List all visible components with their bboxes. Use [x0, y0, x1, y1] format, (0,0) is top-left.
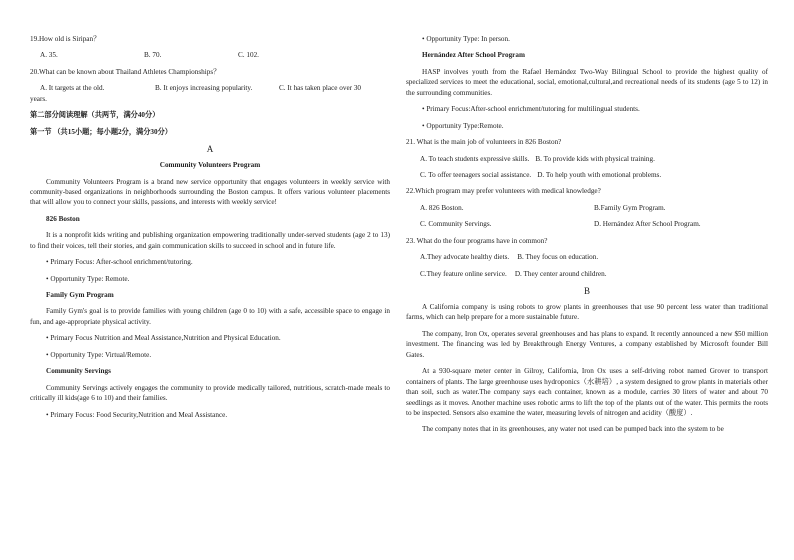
q20-option-b: B. It enjoys increasing popularity.	[155, 84, 253, 93]
q19-option-a: A. 35.	[40, 51, 58, 60]
q20-stem: 20.What can be known about Thailand Athletes Championships？	[30, 67, 221, 76]
q23-option-a: A.They advocate healthy diets.	[420, 253, 510, 262]
q23-options-row2	[406, 269, 768, 279]
q23-stem: 23. What do the four programs have in common?	[406, 236, 548, 245]
passage-a-intro: Community Volunteers Program is a brand new service opportunity that engages volunteers in weekly service with community-based organizations in neighborhoods surrounding the Boston campus. It offers various volunteer placements that will allow you to connect your skills, passions, and interests with weekly service!	[30, 177, 390, 207]
q22-option-d: D. Hernández After School Program.	[594, 220, 701, 229]
org4-name: Hernández After School Program	[422, 51, 525, 60]
q21-option-c: C. To offer teenagers social assistance.	[420, 170, 532, 179]
part2-title: 第二部分阅读理解（共两节，满分40分）	[30, 111, 160, 120]
q19-options	[30, 50, 390, 60]
q21-stem: 21. What is the main job of volunteers in 826 Boston?	[406, 138, 562, 147]
org3-type: • Opportunity Type: In person.	[422, 35, 510, 43]
q22-options-row1	[406, 203, 768, 213]
passage-b-letter: B	[583, 286, 590, 296]
q22-option-a: A. 826 Boston.	[420, 203, 464, 212]
org4-type: • Opportunity Type:Remote.	[422, 121, 504, 130]
passage-b-para3: At a 930-square meter center in Gilroy, California, Iron Ox uses a self-driving robot named Grover to transport containers of plants. The large greenhouse uses hydroponics（水耕培）, a system designed to grow plants in materials other than soil, such as water.The company says each container, known as a module, carries 30 liters of water and about 70 seedlings as it moves. Another machine uses robotic arms to lift the top of the plants out of the water. This permits the roots to be inspected. Sensors also examine the water, measuring levels of nitrogen and acidity（酸度）.	[406, 367, 768, 417]
org4-desc: HASP involves youth from the Rafael Hernández Two-Way Bilingual School to provide the highest quality of specialized services to meet the educational, social, emotional,cultural,and recreational needs of its students (age 5 to 12) in the surrounding communities.	[406, 67, 768, 97]
org2-name: Family Gym Program	[46, 291, 114, 300]
q21-option-b: B. To provide kids with physical training.	[535, 154, 655, 163]
org3-focus: • Primary Focus: Food Security,Nutrition and Meal Assistance.	[46, 410, 228, 419]
org2-desc: Family Gym's goal is to provide families with young children (age 0 to 10) with a safe, accessible space to engage in fun, and age-appropriate physical activity.	[30, 307, 390, 326]
left-column	[30, 34, 390, 426]
org3-desc: Community Servings actively engages the community to provide medically tailored, nutritious, scratch-made meals to critically ill kids(age 6 to 10) and their families.	[30, 383, 390, 403]
q20-option-c: C. It has taken place over 30	[279, 84, 362, 93]
q23-options-row1	[406, 252, 768, 262]
org3-name: Community Servings	[46, 367, 111, 376]
org1-focus: • Primary Focus: After-school enrichment/tutoring.	[46, 258, 193, 267]
q19-option-b: B. 70.	[144, 51, 162, 60]
org1-type: • Opportunity Type: Remote.	[46, 274, 130, 283]
org1-desc: It is a nonprofit kids writing and publishing organization empowering traditionally under-served students (age 2 to 13) to find their voices, tell their stories, and gain communication skills to succeed in school and in future life.	[30, 231, 390, 250]
org1-name: 826 Boston	[46, 214, 80, 223]
q22-option-b: B.Family Gym Program.	[594, 203, 666, 212]
org2-focus: • Primary Focus Nutrition and Meal Assistance,Nutrition and Physical Education.	[46, 334, 281, 343]
q22-stem: 22.Which program may prefer volunteers with medical knowledge?	[406, 187, 601, 196]
q20-option-a: A. It targets at the old.	[40, 84, 105, 93]
org4-focus: • Primary Focus:After-school enrichment/tutoring for multilingual students.	[422, 105, 640, 114]
q19-stem: 19.How old is Siripan？	[30, 35, 101, 43]
q23-option-d: D. They center around children.	[514, 269, 607, 278]
q22-option-c: C. Community Servings.	[420, 220, 492, 229]
q22-options-row2	[406, 219, 768, 229]
q21-options-row1	[406, 154, 768, 164]
passage-b-para2: The company, Iron Ox, operates several greenhouses and has plans to expand. It recently announced a new $50 million investment. The financing was led by Breakthrough Energy Ventures, a company established by Microsoft founder Bill Gates.	[406, 329, 768, 359]
q21-options-row2	[406, 170, 768, 180]
passage-a-title: Community Volunteers Program	[159, 161, 261, 170]
q23-option-b: B. They focus on education.	[517, 253, 599, 262]
org2-type: • Opportunity Type: Virtual/Remote.	[46, 350, 152, 359]
section1-title: 第一节 （共15小题；每小题2分，满分30分）	[30, 127, 172, 136]
right-column	[406, 34, 768, 441]
passage-a-letter: A	[206, 144, 214, 155]
q19-option-c: C. 102.	[238, 51, 259, 60]
q21-option-a: A. To teach students expressive skills.	[420, 154, 530, 163]
q20-continuation: years.	[30, 94, 47, 103]
q20-options	[30, 83, 390, 93]
q23-option-c: C.They feature online service.	[420, 269, 507, 278]
q21-option-d: D. To help youth with emotional problems.	[537, 170, 662, 179]
passage-b-para4: The company notes that in its greenhouses, any water not used can be pumped back into the system to be	[422, 425, 724, 434]
passage-b-para1: A California company is using robots to grow plants in greenhouses that use 90 percent less water than traditional farms, which can help prepare for a more sustainable future.	[406, 303, 768, 322]
